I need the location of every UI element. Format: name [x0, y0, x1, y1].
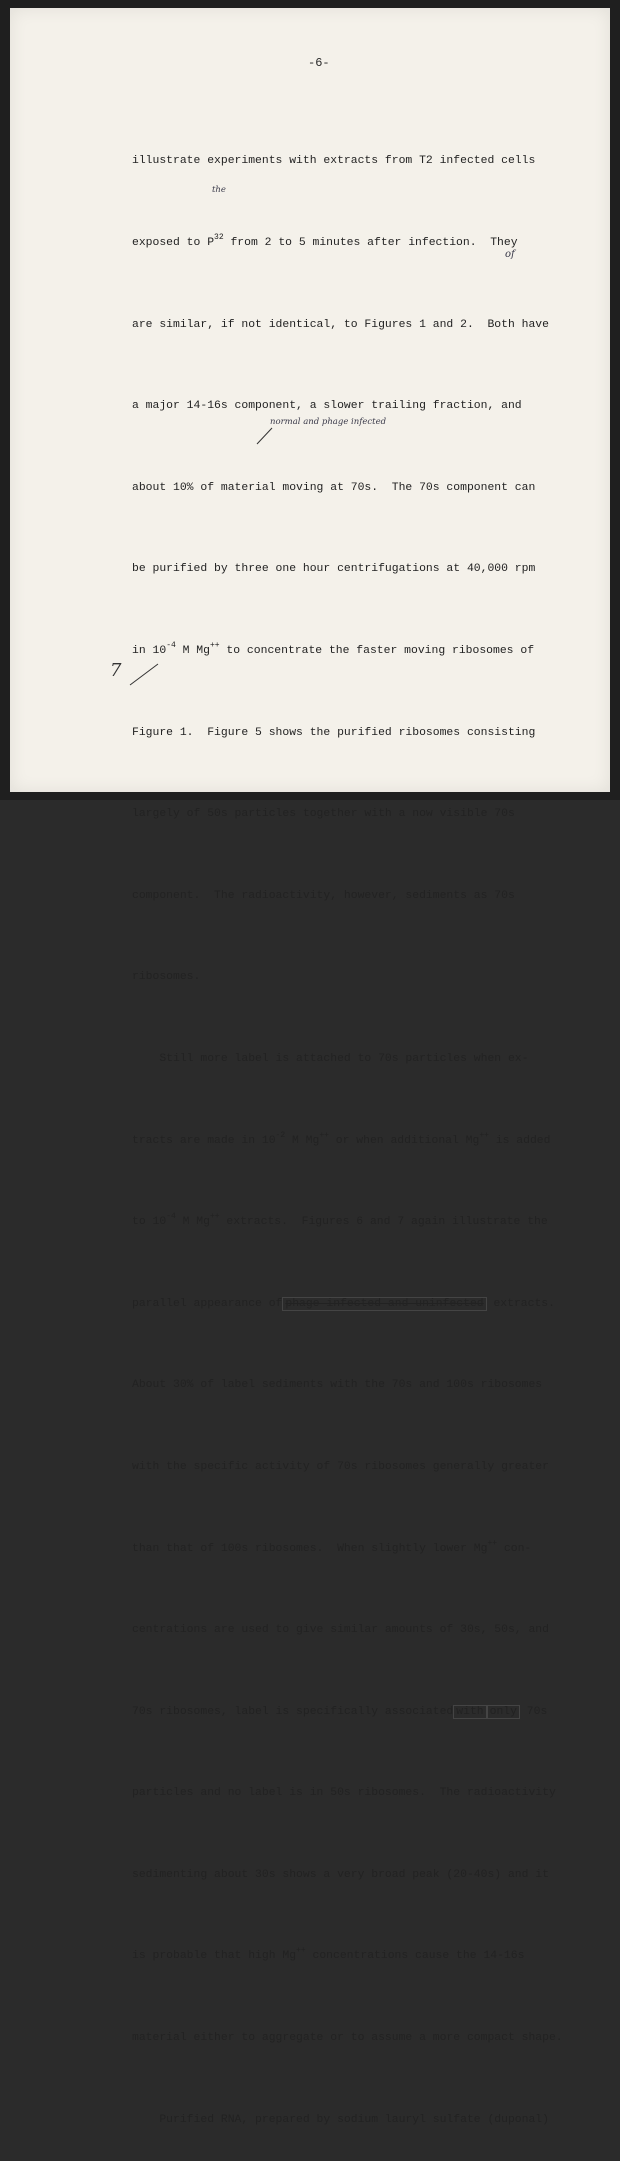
text-line-23: is probable that high Mg++ concentrations cause the 14-16s [132, 1946, 525, 1963]
page-number: -6- [308, 56, 330, 70]
handwritten-margin-of: of [505, 249, 515, 260]
text-line-7: in $10^{-4}$ M Mg++ to concentrate the faster moving ribosomes of [132, 640, 535, 657]
text-line-8: Figure 1. Figure 5 shows the purified ribosomes consisting [132, 726, 536, 739]
text-line-24: material either to aggregate or to assume a more compact shape. [132, 2032, 563, 2045]
document-body [132, 94, 592, 2161]
text-line-13: tracts are made in $10^{-2}$ M Mg++ or when additional Mg++ is added [132, 1130, 551, 1147]
text-line-25: Purified RNA, prepared by sodium lauryl sulfate (duponal) [132, 2113, 549, 2126]
text-line-21: particles and no label is in 50s ribosomes. The radioactivity [132, 1787, 556, 1800]
text-line-9: largely of 50s particles together with a now visible 70s [132, 808, 515, 821]
text-line-2: exposed to $P^{32}$ from 2 to 5 minutes after infection. They [132, 233, 518, 249]
text-line-6: be purified by three one hour centrifugations at 40,000 rpm [132, 563, 536, 576]
text-line-17: with the specific activity of 70s ribosomes generally greater [132, 1460, 549, 1473]
text-line-16: About 30% of label sediments with the 70s and 100s ribosomes [132, 1379, 543, 1392]
boxed-word-with: with [453, 1705, 486, 1719]
handwritten-insert-normal: normal and phage infected [270, 417, 387, 427]
text-line-10: component. The radioactivity, however, sediments as 70s [132, 889, 515, 902]
handwritten-insert-the: the [212, 185, 226, 195]
text-line-12: Still more label is attached to 70s particles when ex- [132, 1052, 529, 1065]
text-line-15: parallel appearance of phage infected and uninfected extracts. [132, 1297, 555, 1310]
text-line-18: than that of 100s ribosomes. When slightly lower Mg++ con- [132, 1538, 532, 1555]
text-line-4: a major 14-16s component, a slower trailing fraction, and [132, 400, 522, 413]
text-line-19: centrations are used to give similar amounts of 30s, 50s, and [132, 1624, 549, 1637]
struck-phrase: phage infected and uninfected [282, 1297, 486, 1311]
text-line-14: to $10^{-4}$ M Mg++ extracts. Figures 6 and 7 again illustrate the [132, 1212, 548, 1229]
text-line-11: ribosomes. [132, 971, 201, 984]
boxed-word-only: only [487, 1705, 520, 1719]
text-line-20: 70s ribosomes, label is specifically associated with only 70s [132, 1705, 548, 1718]
text-line-1: illustrate experiments with extracts from T2 infected cells [132, 155, 536, 168]
text-line-3: are similar, if not identical, to Figures 1 and 2. Both have [132, 318, 549, 331]
text-line-5: about 10% of material moving at 70s. The 70s component can [132, 481, 536, 494]
text-line-22: sedimenting about 30s shows a very broad peak (20-40s) and it [132, 1868, 549, 1881]
handwritten-margin-number: 7 [110, 660, 122, 681]
